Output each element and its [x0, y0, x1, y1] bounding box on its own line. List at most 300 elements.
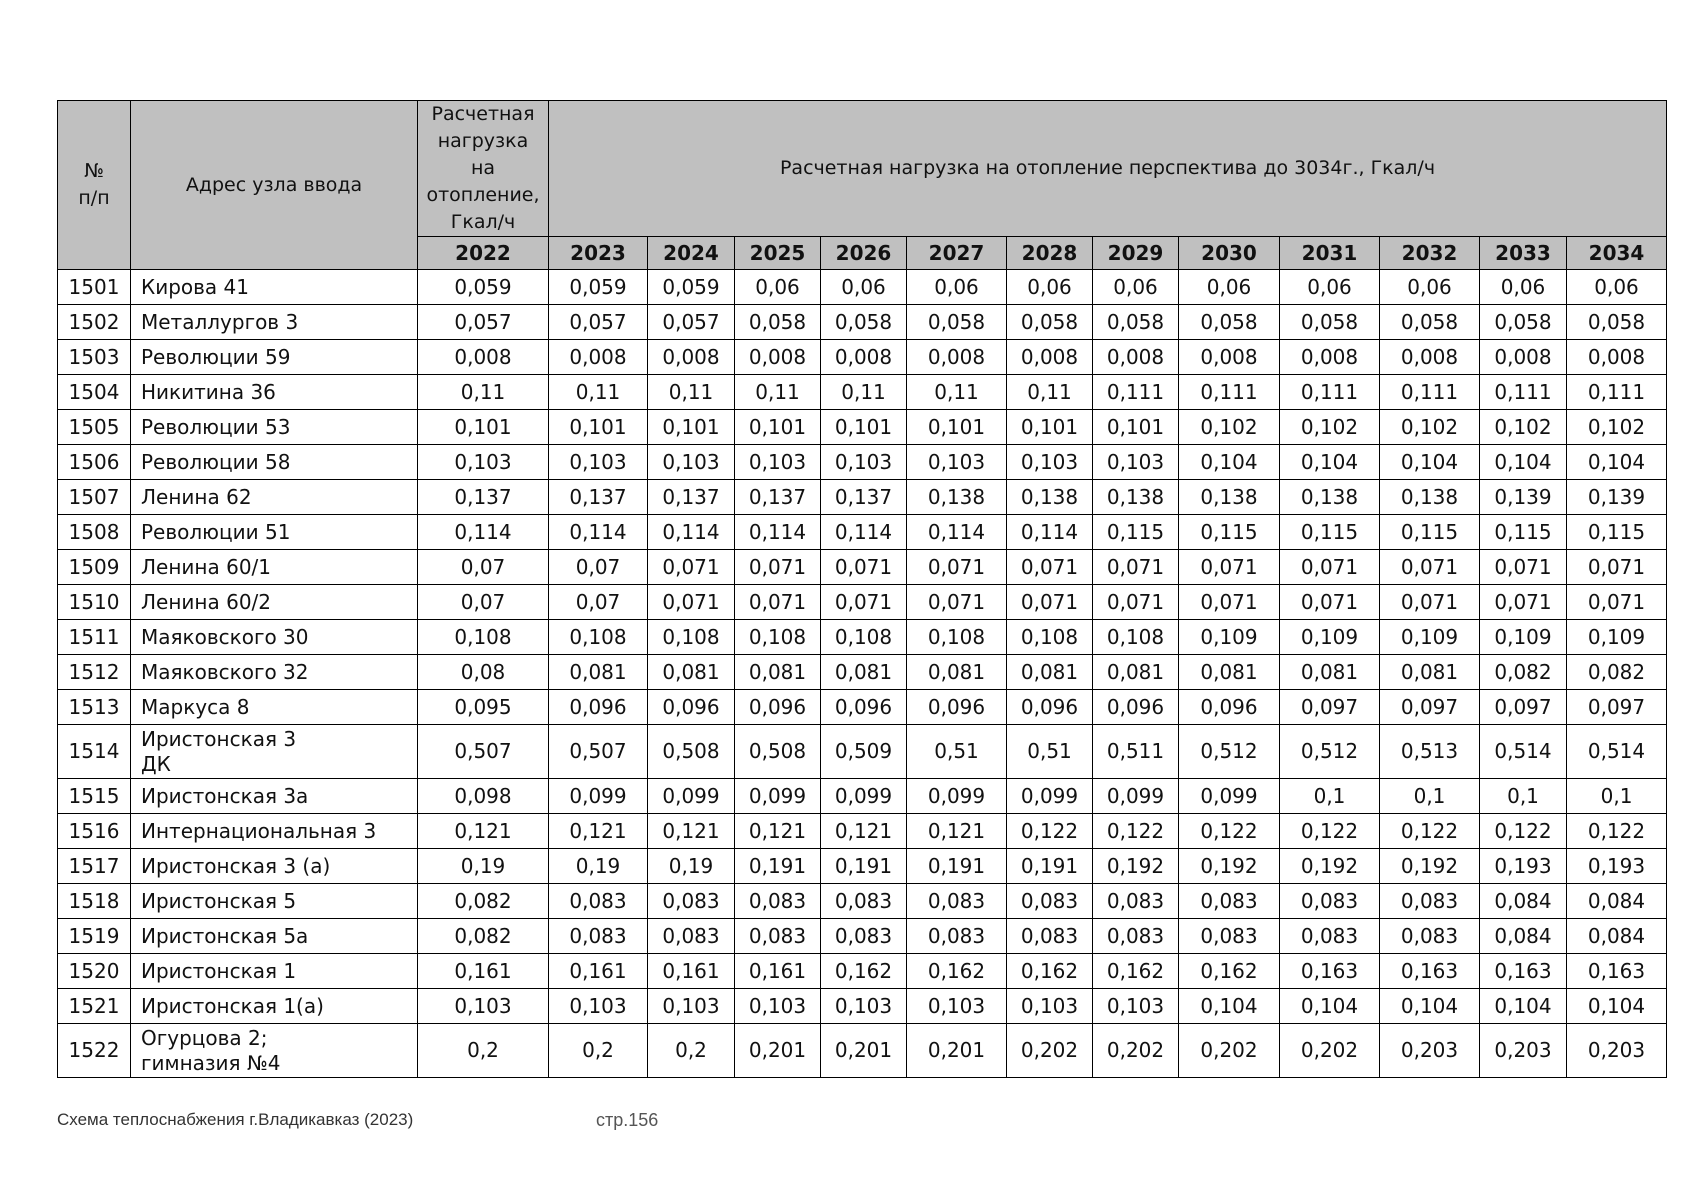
- cell-value-2031: 0,115: [1280, 515, 1380, 550]
- cell-value-2033: 0,071: [1480, 550, 1567, 585]
- cell-value-2029: 0,096: [1093, 690, 1179, 725]
- cell-value-2033: 0,139: [1480, 480, 1567, 515]
- cell-value-2031: 0,512: [1280, 725, 1380, 779]
- cell-value-2025: 0,137: [735, 480, 821, 515]
- cell-value-2022: 0,07: [418, 550, 549, 585]
- cell-num: 1512: [58, 655, 131, 690]
- cell-value-2023: 0,101: [549, 410, 648, 445]
- table-row: [58, 515, 1667, 550]
- cell-value-2024: 0,071: [648, 585, 735, 620]
- cell-value-2030: 0,109: [1179, 620, 1280, 655]
- cell-value-2034: 0,1: [1567, 779, 1667, 814]
- table-row: [58, 445, 1667, 480]
- cell-value-2027: 0,201: [907, 1024, 1007, 1078]
- cell-value-2029: 0,138: [1093, 480, 1179, 515]
- table-row: [58, 620, 1667, 655]
- cell-value-2029: 0,511: [1093, 725, 1179, 779]
- cell-value-2033: 0,1: [1480, 779, 1567, 814]
- cell-value-2023: 0,057: [549, 305, 648, 340]
- cell-value-2028: 0,51: [1007, 725, 1093, 779]
- cell-address-text: Иристонская 3 (а): [141, 853, 331, 878]
- cell-value-2032: 0,102: [1380, 410, 1480, 445]
- cell-value-2032: 0,192: [1380, 849, 1480, 884]
- page-number: стр.156: [596, 1110, 659, 1130]
- cell-value-2024: 0,096: [648, 690, 735, 725]
- header-address: Адрес узла ввода: [131, 101, 418, 270]
- cell-value-2029: 0,071: [1093, 585, 1179, 620]
- cell-value-2024: 0,059: [648, 270, 735, 305]
- cell-address-text: Интернациональная 3: [141, 818, 377, 843]
- cell-value-2025: 0,06: [735, 270, 821, 305]
- cell-value-2026: 0,008: [821, 340, 907, 375]
- cell-value-2033: 0,163: [1480, 954, 1567, 989]
- cell-value-2026: 0,11: [821, 375, 907, 410]
- cell-value-2027: 0,071: [907, 550, 1007, 585]
- cell-value-2031: 0,071: [1280, 585, 1380, 620]
- cell-address-text: Маяковского 32: [141, 659, 309, 684]
- cell-value-2029: 0,103: [1093, 445, 1179, 480]
- cell-value-2023: 0,507: [549, 725, 648, 779]
- cell-value-2026: 0,103: [821, 445, 907, 480]
- cell-value-2023: 0,161: [549, 954, 648, 989]
- cell-value-2027: 0,099: [907, 779, 1007, 814]
- cell-value-2030: 0,083: [1179, 884, 1280, 919]
- cell-num: 1521: [58, 989, 131, 1024]
- table-row: [58, 480, 1667, 515]
- cell-num: 1501: [58, 270, 131, 305]
- cell-value-2028: 0,114: [1007, 515, 1093, 550]
- cell-address: [131, 849, 418, 884]
- cell-value-2032: 0,115: [1380, 515, 1480, 550]
- cell-value-2026: 0,083: [821, 884, 907, 919]
- cell-value-2032: 0,071: [1380, 585, 1480, 620]
- cell-value-2024: 0,008: [648, 340, 735, 375]
- cell-num: 1522: [58, 1024, 131, 1078]
- table-row: [58, 849, 1667, 884]
- cell-value-2034: 0,111: [1567, 375, 1667, 410]
- cell-value-2028: 0,071: [1007, 585, 1093, 620]
- cell-value-2027: 0,114: [907, 515, 1007, 550]
- cell-value-2028: 0,202: [1007, 1024, 1093, 1078]
- cell-num: 1514: [58, 725, 131, 779]
- cell-value-2030: 0,096: [1179, 690, 1280, 725]
- cell-value-2022: 0,082: [418, 884, 549, 919]
- cell-value-2032: 0,083: [1380, 884, 1480, 919]
- cell-value-2029: 0,202: [1093, 1024, 1179, 1078]
- cell-value-2022: 0,507: [418, 725, 549, 779]
- cell-num: 1506: [58, 445, 131, 480]
- cell-value-2027: 0,06: [907, 270, 1007, 305]
- cell-value-2034: 0,193: [1567, 849, 1667, 884]
- cell-value-2033: 0,058: [1480, 305, 1567, 340]
- cell-value-2022: 0,098: [418, 779, 549, 814]
- cell-address: [131, 620, 418, 655]
- cell-value-2028: 0,083: [1007, 919, 1093, 954]
- cell-value-2029: 0,083: [1093, 919, 1179, 954]
- cell-value-2028: 0,096: [1007, 690, 1093, 725]
- cell-value-2033: 0,514: [1480, 725, 1567, 779]
- header-year-2028: 2028: [1007, 237, 1093, 270]
- cell-value-2023: 0,083: [549, 919, 648, 954]
- cell-value-2028: 0,122: [1007, 814, 1093, 849]
- cell-address-text: Иристонская 1(а): [141, 993, 324, 1018]
- cell-value-2022: 0,137: [418, 480, 549, 515]
- cell-value-2024: 0,108: [648, 620, 735, 655]
- cell-value-2022: 0,19: [418, 849, 549, 884]
- cell-value-2033: 0,203: [1480, 1024, 1567, 1078]
- cell-value-2025: 0,114: [735, 515, 821, 550]
- cell-value-2029: 0,103: [1093, 989, 1179, 1024]
- cell-value-2025: 0,071: [735, 585, 821, 620]
- cell-address-text: Никитина 36: [141, 379, 276, 404]
- cell-value-2030: 0,071: [1179, 585, 1280, 620]
- cell-value-2026: 0,137: [821, 480, 907, 515]
- header-year-2024: 2024: [648, 237, 735, 270]
- cell-value-2027: 0,103: [907, 445, 1007, 480]
- cell-address-text: Металлургов 3: [141, 309, 299, 334]
- cell-value-2026: 0,114: [821, 515, 907, 550]
- cell-value-2023: 0,2: [549, 1024, 648, 1078]
- cell-value-2031: 0,083: [1280, 884, 1380, 919]
- cell-value-2034: 0,084: [1567, 884, 1667, 919]
- cell-value-2022: 0,2: [418, 1024, 549, 1078]
- cell-value-2026: 0,071: [821, 585, 907, 620]
- cell-address-text: Революции 53: [141, 414, 291, 439]
- cell-address-text: Иристонская 3 ДК: [141, 726, 297, 776]
- cell-value-2027: 0,162: [907, 954, 1007, 989]
- cell-value-2031: 0,111: [1280, 375, 1380, 410]
- cell-num: 1502: [58, 305, 131, 340]
- cell-value-2030: 0,202: [1179, 1024, 1280, 1078]
- cell-address: [131, 270, 418, 305]
- cell-value-2030: 0,512: [1179, 725, 1280, 779]
- cell-address: [131, 690, 418, 725]
- cell-value-2027: 0,191: [907, 849, 1007, 884]
- header-year-2027: 2027: [907, 237, 1007, 270]
- cell-value-2030: 0,06: [1179, 270, 1280, 305]
- cell-value-2034: 0,082: [1567, 655, 1667, 690]
- cell-value-2034: 0,115: [1567, 515, 1667, 550]
- cell-value-2024: 0,137: [648, 480, 735, 515]
- cell-value-2025: 0,508: [735, 725, 821, 779]
- cell-value-2026: 0,081: [821, 655, 907, 690]
- cell-address: [131, 919, 418, 954]
- header-perspective: Расчетная нагрузка на отопление перспектива до 3034г., Гкал/ч: [549, 101, 1667, 237]
- cell-value-2033: 0,111: [1480, 375, 1567, 410]
- cell-value-2034: 0,163: [1567, 954, 1667, 989]
- cell-value-2027: 0,108: [907, 620, 1007, 655]
- cell-num: 1515: [58, 779, 131, 814]
- cell-value-2032: 0,081: [1380, 655, 1480, 690]
- cell-address: [131, 779, 418, 814]
- cell-value-2024: 0,103: [648, 445, 735, 480]
- cell-num: 1516: [58, 814, 131, 849]
- cell-num: 1517: [58, 849, 131, 884]
- cell-address-text: Огурцова 2; гимназия №4: [141, 1025, 281, 1075]
- cell-value-2034: 0,084: [1567, 919, 1667, 954]
- cell-num: 1511: [58, 620, 131, 655]
- cell-value-2025: 0,071: [735, 550, 821, 585]
- cell-value-2024: 0,081: [648, 655, 735, 690]
- cell-address: [131, 954, 418, 989]
- cell-num: 1513: [58, 690, 131, 725]
- cell-value-2022: 0,121: [418, 814, 549, 849]
- cell-value-2033: 0,104: [1480, 989, 1567, 1024]
- cell-value-2033: 0,122: [1480, 814, 1567, 849]
- cell-value-2030: 0,122: [1179, 814, 1280, 849]
- cell-value-2029: 0,083: [1093, 884, 1179, 919]
- header-year-2030: 2030: [1179, 237, 1280, 270]
- cell-value-2034: 0,203: [1567, 1024, 1667, 1078]
- cell-value-2029: 0,058: [1093, 305, 1179, 340]
- cell-value-2027: 0,121: [907, 814, 1007, 849]
- cell-value-2025: 0,108: [735, 620, 821, 655]
- cell-value-2028: 0,058: [1007, 305, 1093, 340]
- header-year-2022: 2022: [418, 237, 549, 270]
- cell-address-text: Маяковского 30: [141, 624, 309, 649]
- cell-value-2028: 0,101: [1007, 410, 1093, 445]
- cell-value-2025: 0,058: [735, 305, 821, 340]
- cell-value-2025: 0,11: [735, 375, 821, 410]
- cell-value-2022: 0,07: [418, 585, 549, 620]
- cell-address: [131, 585, 418, 620]
- header-year-2033: 2033: [1480, 237, 1567, 270]
- cell-value-2032: 0,097: [1380, 690, 1480, 725]
- cell-value-2032: 0,1: [1380, 779, 1480, 814]
- header-year-2023: 2023: [549, 237, 648, 270]
- cell-value-2029: 0,108: [1093, 620, 1179, 655]
- cell-value-2026: 0,071: [821, 550, 907, 585]
- cell-value-2031: 0,097: [1280, 690, 1380, 725]
- cell-value-2031: 0,202: [1280, 1024, 1380, 1078]
- cell-value-2024: 0,057: [648, 305, 735, 340]
- cell-address: [131, 989, 418, 1024]
- cell-value-2028: 0,162: [1007, 954, 1093, 989]
- table-row: [58, 585, 1667, 620]
- table-row: [58, 340, 1667, 375]
- cell-value-2032: 0,06: [1380, 270, 1480, 305]
- cell-value-2030: 0,115: [1179, 515, 1280, 550]
- cell-address: [131, 305, 418, 340]
- cell-address-text: Кирова 41: [141, 274, 249, 299]
- cell-value-2032: 0,071: [1380, 550, 1480, 585]
- cell-value-2030: 0,104: [1179, 989, 1280, 1024]
- cell-value-2022: 0,161: [418, 954, 549, 989]
- cell-value-2034: 0,008: [1567, 340, 1667, 375]
- cell-value-2028: 0,081: [1007, 655, 1093, 690]
- header-year-2029: 2029: [1093, 237, 1179, 270]
- cell-value-2029: 0,081: [1093, 655, 1179, 690]
- cell-value-2030: 0,192: [1179, 849, 1280, 884]
- cell-value-2034: 0,514: [1567, 725, 1667, 779]
- cell-num: 1504: [58, 375, 131, 410]
- cell-value-2034: 0,139: [1567, 480, 1667, 515]
- cell-value-2023: 0,103: [549, 989, 648, 1024]
- cell-value-2024: 0,103: [648, 989, 735, 1024]
- cell-value-2025: 0,101: [735, 410, 821, 445]
- cell-value-2030: 0,138: [1179, 480, 1280, 515]
- cell-value-2024: 0,083: [648, 919, 735, 954]
- cell-value-2028: 0,06: [1007, 270, 1093, 305]
- cell-value-2029: 0,162: [1093, 954, 1179, 989]
- table-row: [58, 690, 1667, 725]
- cell-value-2026: 0,101: [821, 410, 907, 445]
- table-row: [58, 779, 1667, 814]
- cell-value-2026: 0,121: [821, 814, 907, 849]
- cell-value-2029: 0,008: [1093, 340, 1179, 375]
- cell-value-2034: 0,109: [1567, 620, 1667, 655]
- header-year-2031: 2031: [1280, 237, 1380, 270]
- cell-num: 1509: [58, 550, 131, 585]
- cell-value-2028: 0,11: [1007, 375, 1093, 410]
- header-design-load: Расчетная нагрузка на отопление, Гкал/ч: [418, 101, 549, 237]
- cell-address: [131, 814, 418, 849]
- cell-address-text: Ленина 62: [141, 484, 252, 509]
- cell-value-2025: 0,083: [735, 884, 821, 919]
- cell-address: [131, 340, 418, 375]
- cell-value-2032: 0,122: [1380, 814, 1480, 849]
- cell-value-2032: 0,058: [1380, 305, 1480, 340]
- cell-value-2025: 0,201: [735, 1024, 821, 1078]
- cell-num: 1503: [58, 340, 131, 375]
- cell-value-2034: 0,058: [1567, 305, 1667, 340]
- cell-address: [131, 884, 418, 919]
- cell-value-2031: 0,081: [1280, 655, 1380, 690]
- cell-value-2023: 0,07: [549, 550, 648, 585]
- table-body: [58, 270, 1667, 1078]
- cell-value-2030: 0,008: [1179, 340, 1280, 375]
- cell-value-2022: 0,008: [418, 340, 549, 375]
- table-header: [58, 101, 1667, 270]
- cell-address-text: Маркуса 8: [141, 694, 250, 719]
- cell-value-2032: 0,203: [1380, 1024, 1480, 1078]
- cell-value-2022: 0,08: [418, 655, 549, 690]
- cell-address: [131, 655, 418, 690]
- cell-value-2022: 0,103: [418, 445, 549, 480]
- cell-value-2034: 0,122: [1567, 814, 1667, 849]
- cell-value-2031: 0,138: [1280, 480, 1380, 515]
- cell-num: 1519: [58, 919, 131, 954]
- cell-value-2024: 0,2: [648, 1024, 735, 1078]
- cell-value-2032: 0,109: [1380, 620, 1480, 655]
- cell-value-2026: 0,201: [821, 1024, 907, 1078]
- cell-value-2023: 0,114: [549, 515, 648, 550]
- table-row: [58, 884, 1667, 919]
- cell-value-2025: 0,121: [735, 814, 821, 849]
- table-row: [58, 270, 1667, 305]
- cell-value-2024: 0,083: [648, 884, 735, 919]
- table-row: [58, 375, 1667, 410]
- cell-num: 1510: [58, 585, 131, 620]
- cell-address: [131, 410, 418, 445]
- cell-value-2034: 0,104: [1567, 989, 1667, 1024]
- cell-value-2024: 0,099: [648, 779, 735, 814]
- cell-value-2024: 0,19: [648, 849, 735, 884]
- table-row: [58, 410, 1667, 445]
- cell-address-text: Иристонская 3а: [141, 783, 309, 808]
- cell-value-2027: 0,083: [907, 919, 1007, 954]
- cell-value-2023: 0,108: [549, 620, 648, 655]
- cell-address-text: Иристонская 5: [141, 888, 297, 913]
- cell-value-2033: 0,084: [1480, 919, 1567, 954]
- table-row: [58, 814, 1667, 849]
- cell-value-2024: 0,508: [648, 725, 735, 779]
- table-row: [58, 305, 1667, 340]
- cell-value-2022: 0,108: [418, 620, 549, 655]
- cell-num: 1508: [58, 515, 131, 550]
- cell-value-2025: 0,008: [735, 340, 821, 375]
- cell-value-2024: 0,071: [648, 550, 735, 585]
- cell-address: [131, 515, 418, 550]
- cell-address-text: Революции 51: [141, 519, 291, 544]
- cell-value-2022: 0,059: [418, 270, 549, 305]
- cell-value-2023: 0,07: [549, 585, 648, 620]
- header-year-2032: 2032: [1380, 237, 1480, 270]
- cell-value-2025: 0,103: [735, 989, 821, 1024]
- cell-value-2026: 0,162: [821, 954, 907, 989]
- cell-address-text: Иристонская 5а: [141, 923, 309, 948]
- cell-value-2029: 0,099: [1093, 779, 1179, 814]
- cell-value-2022: 0,082: [418, 919, 549, 954]
- cell-value-2028: 0,103: [1007, 445, 1093, 480]
- footer-title: Схема теплоснабжения г.Владикавказ (2023): [57, 1110, 414, 1129]
- cell-address: [131, 375, 418, 410]
- cell-value-2024: 0,114: [648, 515, 735, 550]
- cell-value-2027: 0,51: [907, 725, 1007, 779]
- cell-num: 1518: [58, 884, 131, 919]
- table-row: [58, 725, 1667, 779]
- cell-value-2028: 0,103: [1007, 989, 1093, 1024]
- cell-value-2033: 0,082: [1480, 655, 1567, 690]
- cell-address-text: Иристонская 1: [141, 958, 297, 983]
- cell-value-2032: 0,138: [1380, 480, 1480, 515]
- cell-address-text: Революции 59: [141, 344, 291, 369]
- table-row: [58, 954, 1667, 989]
- cell-value-2023: 0,099: [549, 779, 648, 814]
- cell-value-2034: 0,071: [1567, 585, 1667, 620]
- cell-address: [131, 550, 418, 585]
- cell-value-2029: 0,06: [1093, 270, 1179, 305]
- cell-value-2032: 0,163: [1380, 954, 1480, 989]
- cell-value-2023: 0,081: [549, 655, 648, 690]
- cell-value-2026: 0,058: [821, 305, 907, 340]
- cell-value-2030: 0,111: [1179, 375, 1280, 410]
- cell-value-2022: 0,11: [418, 375, 549, 410]
- cell-value-2022: 0,103: [418, 989, 549, 1024]
- cell-value-2027: 0,101: [907, 410, 1007, 445]
- cell-value-2026: 0,099: [821, 779, 907, 814]
- cell-value-2034: 0,104: [1567, 445, 1667, 480]
- cell-value-2025: 0,191: [735, 849, 821, 884]
- cell-value-2029: 0,111: [1093, 375, 1179, 410]
- cell-value-2025: 0,099: [735, 779, 821, 814]
- cell-value-2023: 0,059: [549, 270, 648, 305]
- cell-value-2033: 0,104: [1480, 445, 1567, 480]
- cell-value-2027: 0,058: [907, 305, 1007, 340]
- cell-value-2028: 0,108: [1007, 620, 1093, 655]
- cell-value-2032: 0,008: [1380, 340, 1480, 375]
- cell-value-2024: 0,11: [648, 375, 735, 410]
- table-row: [58, 550, 1667, 585]
- cell-value-2022: 0,101: [418, 410, 549, 445]
- cell-value-2028: 0,083: [1007, 884, 1093, 919]
- cell-value-2025: 0,081: [735, 655, 821, 690]
- cell-value-2026: 0,191: [821, 849, 907, 884]
- cell-value-2023: 0,103: [549, 445, 648, 480]
- cell-value-2030: 0,102: [1179, 410, 1280, 445]
- cell-value-2033: 0,102: [1480, 410, 1567, 445]
- cell-value-2024: 0,121: [648, 814, 735, 849]
